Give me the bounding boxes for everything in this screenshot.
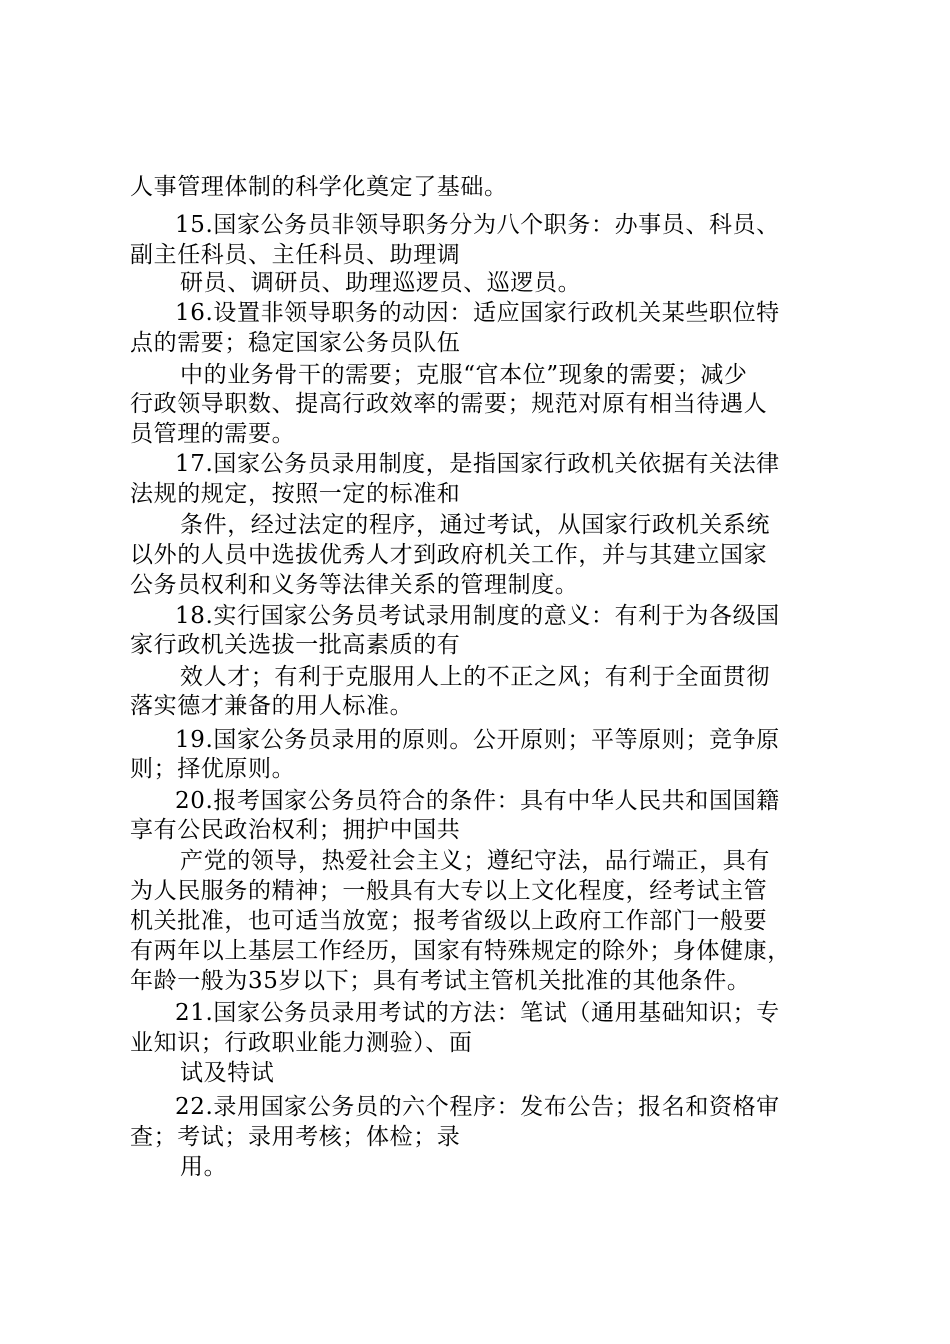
item-21-line-2: 业知识；行政职业能力测验）、面 — [130, 1030, 473, 1056]
item-19-line-2: 则；择优原则。 — [130, 756, 296, 782]
item-20-line-4: 为人民服务的精神；一般具有大专以上文化程度，经考试主管 — [130, 878, 768, 904]
item-21-line-1: 21.国家公务员录用考试的方法：笔试（通用基础知识；专 — [175, 1000, 780, 1026]
item-20-line-5: 机关批准，也可适当放宽；报考省级以上政府工作部门一般要 — [130, 908, 768, 934]
item-18-line-4: 落实德才兼备的用人标准。 — [130, 693, 414, 719]
item-17-line-4: 以外的人员中选拔优秀人才到政府机关工作，并与其建立国家 — [130, 542, 768, 568]
item-15-line-2: 副主任科员、主任科员、助理调 — [130, 242, 461, 268]
item-20-line-2: 享有公民政治权利；拥护中国共 — [130, 817, 461, 843]
item-17-line-1: 17.国家公务员录用制度，是指国家行政机关依据有关法律 — [175, 451, 780, 477]
item-21-line-3: 试及特试 — [180, 1060, 275, 1086]
item-22-line-3: 用。 — [180, 1154, 228, 1180]
item-17-line-2: 法规的规定，按照一定的标准和 — [130, 481, 461, 507]
item-17-line-3: 条件，经过法定的程序，通过考试，从国家行政机关系统 — [180, 512, 770, 538]
item-16-line-5: 员管理的需要。 — [130, 421, 296, 447]
item-16-line-2: 点的需要；稳定国家公务员队伍 — [130, 330, 461, 356]
item-19-line-1: 19.国家公务员录用的原则。公开原则；平等原则；竞争原 — [175, 727, 780, 753]
item-20-line-1: 20.报考国家公务员符合的条件：具有中华人民共和国国籍 — [175, 788, 780, 814]
item-15-line-1: 15.国家公务员非领导职务分为八个职务：办事员、科员、 — [175, 212, 780, 238]
item-22-line-1: 22.录用国家公务员的六个程序：发布公告；报名和资格审 — [175, 1094, 780, 1120]
item-18-line-3: 效人才；有利于克服用人上的不正之风；有利于全面贯彻 — [180, 664, 770, 690]
item-20-line-7: 年龄一般为35岁以下；具有考试主管机关批准的其他条件。 — [130, 968, 751, 994]
item-20-line-3: 产党的领导，热爱社会主义；遵纪守法，品行端正，具有 — [180, 848, 770, 874]
item-18-line-1: 18.实行国家公务员考试录用制度的意义：有利于为各级国 — [175, 603, 780, 629]
item-18-line-2: 家行政机关选拔一批高素质的有 — [130, 632, 461, 658]
text-line-1: 人事管理体制的科学化奠定了基础。 — [130, 174, 508, 200]
item-16-line-4: 行政领导职数、提高行政效率的需要；规范对原有相当待遇人 — [130, 391, 768, 417]
item-22-line-2: 查；考试；录用考核；体检；录 — [130, 1124, 461, 1150]
item-17-line-5: 公务员权利和义务等法律关系的管理制度。 — [130, 572, 579, 598]
item-20-line-6: 有两年以上基层工作经历，国家有特殊规定的除外；身体健康， — [130, 938, 791, 964]
item-16-line-3: 中的业务骨干的需要；克服“官本位”现象的需要；减少 — [180, 362, 748, 388]
item-16-line-1: 16.设置非领导职务的动因：适应国家行政机关某些职位特 — [175, 300, 780, 326]
item-15-line-3: 研员、调研员、助理巡逻员、巡逻员。 — [180, 270, 582, 296]
